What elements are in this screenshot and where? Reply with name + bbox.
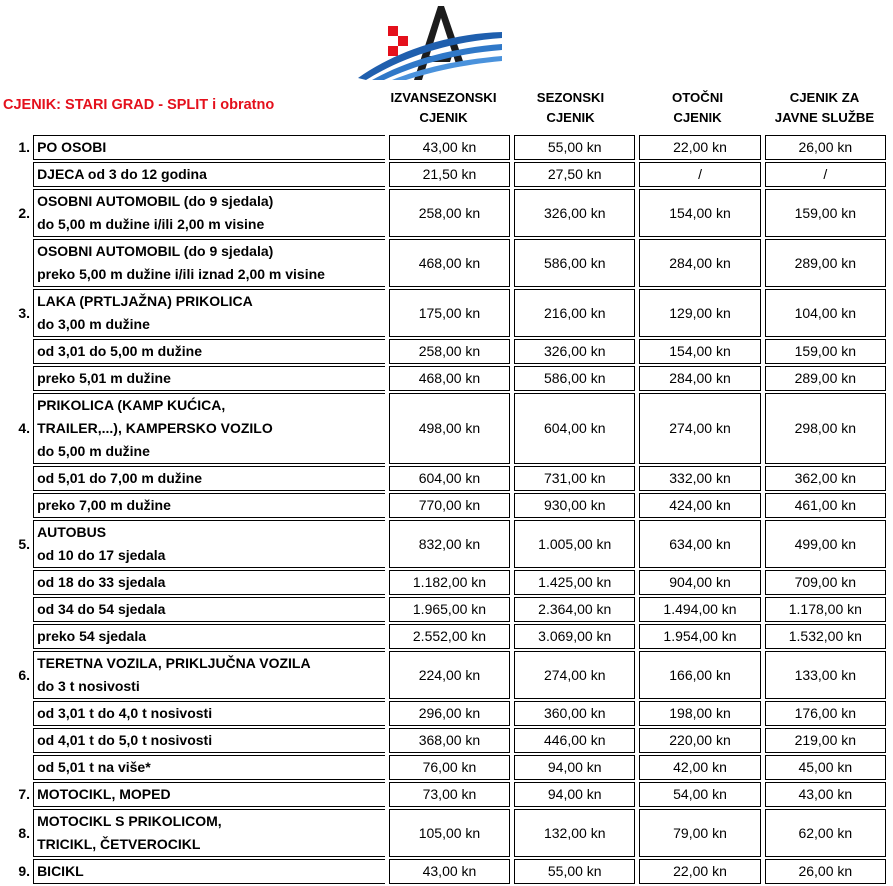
price-cell: 54,00 kn xyxy=(639,782,760,807)
table-row xyxy=(3,289,886,337)
price-cell: 298,00 kn xyxy=(765,393,886,464)
row-number xyxy=(3,339,33,364)
column-header-island: OTOČNI CJENIK xyxy=(671,90,724,125)
description-line: preko 5,00 m dužine i/ili iznad 2,00 m visine xyxy=(37,266,325,282)
price-cell: 133,00 kn xyxy=(765,651,886,699)
price-cell: 446,00 kn xyxy=(514,728,635,753)
table-row xyxy=(3,239,886,287)
row-number: 9. xyxy=(18,863,31,879)
table-row xyxy=(3,466,886,491)
price-cell: / xyxy=(765,162,886,187)
row-description xyxy=(33,189,385,237)
price-cell: 166,00 kn xyxy=(639,651,760,699)
row-number: 5. xyxy=(18,535,31,552)
column-header-off-season: IZVANSEZONSKI CJENIK xyxy=(390,90,497,125)
price-cell: 62,00 kn xyxy=(765,809,886,857)
table-row xyxy=(3,755,886,780)
price-cell: 176,00 kn xyxy=(765,701,886,726)
price-table xyxy=(3,133,886,886)
row-description xyxy=(33,466,385,491)
row-description xyxy=(33,809,385,857)
price-cell: 274,00 kn xyxy=(514,651,635,699)
description-line: OSOBNI AUTOMOBIL (do 9 sjedala) xyxy=(37,243,274,259)
description-line: od 3,01 do 5,00 m dužine xyxy=(37,343,202,359)
price-cell: 43,00 kn xyxy=(389,135,510,160)
price-cell: 73,00 kn xyxy=(389,782,510,807)
price-cell: 360,00 kn xyxy=(514,701,635,726)
description-line: MOTOCIKL S PRIKOLICOM, xyxy=(37,813,222,829)
price-cell: 22,00 kn xyxy=(639,135,760,160)
row-description xyxy=(33,393,385,464)
row-description xyxy=(33,728,385,753)
column-header-public-services: CJENIK ZA JAVNE SLUŽBE xyxy=(774,90,875,125)
description-line: LAKA (PRTLJAŽNA) PRIKOLICA xyxy=(37,293,253,309)
row-number xyxy=(3,570,33,595)
price-cell: 326,00 kn xyxy=(514,339,635,364)
price-cell: 216,00 kn xyxy=(514,289,635,337)
description-line: od 5,01 t na više* xyxy=(37,759,151,775)
description-line: preko 7,00 m dužine xyxy=(37,497,171,513)
row-number xyxy=(3,239,33,287)
price-cell: 26,00 kn xyxy=(765,859,886,884)
row-number: 1. xyxy=(18,139,31,155)
table-row xyxy=(3,782,886,807)
price-cell: 461,00 kn xyxy=(765,493,886,518)
description-line: od 5,01 do 7,00 m dužine xyxy=(37,470,202,486)
price-cell: 22,00 kn xyxy=(639,859,760,884)
price-cell: 258,00 kn xyxy=(389,189,510,237)
price-cell: 1.425,00 kn xyxy=(514,570,635,595)
column-header-season: SEZONSKI CJENIK xyxy=(536,90,605,125)
price-cell: 930,00 kn xyxy=(514,493,635,518)
price-cell: 1.494,00 kn xyxy=(639,597,760,622)
description-line: od 3,01 t do 4,0 t nosivosti xyxy=(37,705,213,721)
price-cell: 284,00 kn xyxy=(639,366,760,391)
table-row xyxy=(3,162,886,187)
price-cell: 284,00 kn xyxy=(639,239,760,287)
price-cell: 3.069,00 kn xyxy=(514,624,635,649)
price-cell: 1.005,00 kn xyxy=(514,520,635,568)
price-cell: 731,00 kn xyxy=(514,466,635,491)
row-number: 6. xyxy=(18,666,31,683)
description-line: MOTOCIKL, MOPED xyxy=(37,786,171,802)
table-row xyxy=(3,520,886,568)
description-line: PRIKOLICA (KAMP KUĆICA, xyxy=(37,397,226,413)
price-cell: 154,00 kn xyxy=(639,189,760,237)
price-cell: 498,00 kn xyxy=(389,393,510,464)
price-cell: 43,00 kn xyxy=(389,859,510,884)
price-cell: 175,00 kn xyxy=(389,289,510,337)
price-cell: 198,00 kn xyxy=(639,701,760,726)
price-cell: 258,00 kn xyxy=(389,339,510,364)
row-description xyxy=(33,782,385,807)
price-cell: 220,00 kn xyxy=(639,728,760,753)
price-cell: 94,00 kn xyxy=(514,782,635,807)
description-line: do 3,00 m dužine xyxy=(37,316,150,332)
price-cell: 94,00 kn xyxy=(514,755,635,780)
price-cell: 1.965,00 kn xyxy=(389,597,510,622)
price-cell: 154,00 kn xyxy=(639,339,760,364)
table-row xyxy=(3,339,886,364)
price-cell: 2.552,00 kn xyxy=(389,624,510,649)
price-cell: 904,00 kn xyxy=(639,570,760,595)
description-line: TRICIKL, ČETVEROCIKL xyxy=(37,836,201,852)
row-number xyxy=(3,755,33,780)
table-row xyxy=(3,189,886,237)
row-description xyxy=(33,339,385,364)
price-cell: 79,00 kn xyxy=(639,809,760,857)
table-row xyxy=(3,859,886,884)
price-cell: 45,00 kn xyxy=(765,755,886,780)
row-description xyxy=(33,520,385,568)
price-cell: 132,00 kn xyxy=(514,809,635,857)
table-row xyxy=(3,493,886,518)
price-cell: 21,50 kn xyxy=(389,162,510,187)
row-number xyxy=(3,701,33,726)
price-cell: 604,00 kn xyxy=(389,466,510,491)
price-cell: 105,00 kn xyxy=(389,809,510,857)
price-cell: 159,00 kn xyxy=(765,189,886,237)
description-line: do 3 t nosivosti xyxy=(37,678,140,694)
description-line: od 10 do 17 sjedala xyxy=(37,547,166,563)
table-row xyxy=(3,809,886,857)
price-cell: 289,00 kn xyxy=(765,239,886,287)
description-line: od 34 do 54 sjedala xyxy=(37,601,166,617)
table-row xyxy=(3,701,886,726)
row-number xyxy=(3,728,33,753)
price-cell: 832,00 kn xyxy=(389,520,510,568)
price-cell: 362,00 kn xyxy=(765,466,886,491)
price-cell: 55,00 kn xyxy=(514,859,635,884)
table-row xyxy=(3,624,886,649)
row-number xyxy=(3,466,33,491)
price-cell: 274,00 kn xyxy=(639,393,760,464)
row-number xyxy=(3,366,33,391)
checkerboard-icon xyxy=(388,26,408,56)
price-cell: 586,00 kn xyxy=(514,366,635,391)
row-number: 7. xyxy=(18,786,31,802)
row-description xyxy=(33,162,385,187)
price-cell: 55,00 kn xyxy=(514,135,635,160)
price-cell: 42,00 kn xyxy=(639,755,760,780)
row-number: 3. xyxy=(18,304,31,321)
row-description xyxy=(33,493,385,518)
description-line: preko 5,01 m dužine xyxy=(37,370,171,386)
description-line: OSOBNI AUTOMOBIL (do 9 sjedala) xyxy=(37,193,274,209)
price-cell: 2.364,00 kn xyxy=(514,597,635,622)
row-description xyxy=(33,239,385,287)
price-cell: 76,00 kn xyxy=(389,755,510,780)
price-cell: 326,00 kn xyxy=(514,189,635,237)
row-description xyxy=(33,289,385,337)
price-cell: 424,00 kn xyxy=(639,493,760,518)
row-number xyxy=(3,162,33,187)
row-description xyxy=(33,135,385,160)
price-cell: 604,00 kn xyxy=(514,393,635,464)
row-description xyxy=(33,755,385,780)
row-description xyxy=(33,859,385,884)
price-cell: 1.178,00 kn xyxy=(765,597,886,622)
description-line: od 18 do 33 sjedala xyxy=(37,574,166,590)
row-number xyxy=(3,493,33,518)
price-cell: 129,00 kn xyxy=(639,289,760,337)
price-cell: 26,00 kn xyxy=(765,135,886,160)
description-line: do 5,00 m dužine i/ili 2,00 m visine xyxy=(37,216,265,232)
description-line: TERETNA VOZILA, PRIKLJUČNA VOZILA xyxy=(37,655,311,671)
price-cell: 159,00 kn xyxy=(765,339,886,364)
row-number xyxy=(3,597,33,622)
table-row xyxy=(3,366,886,391)
row-description xyxy=(33,366,385,391)
table-row xyxy=(3,728,886,753)
price-cell: 770,00 kn xyxy=(389,493,510,518)
table-row xyxy=(3,651,886,699)
description-line: AUTOBUS xyxy=(37,524,107,540)
price-cell: 289,00 kn xyxy=(765,366,886,391)
price-cell: 468,00 kn xyxy=(389,239,510,287)
row-description xyxy=(33,597,385,622)
row-description xyxy=(33,651,385,699)
description-line: TRAILER,...), KAMPERSKO VOZILO xyxy=(37,420,273,436)
price-cell: 468,00 kn xyxy=(389,366,510,391)
price-cell: 1.954,00 kn xyxy=(639,624,760,649)
table-row xyxy=(3,393,886,464)
price-cell: 709,00 kn xyxy=(765,570,886,595)
row-description xyxy=(33,570,385,595)
price-cell: 296,00 kn xyxy=(389,701,510,726)
price-cell: 104,00 kn xyxy=(765,289,886,337)
price-cell: 1.532,00 kn xyxy=(765,624,886,649)
description-line: do 5,00 m dužine xyxy=(37,443,150,459)
row-number: 4. xyxy=(18,420,31,436)
page-title: CJENIK: STARI GRAD - SPLIT i obratno xyxy=(3,97,275,113)
description-line: preko 54 sjedala xyxy=(37,628,147,644)
price-cell: 634,00 kn xyxy=(639,520,760,568)
row-description xyxy=(33,701,385,726)
description-line: od 4,01 t do 5,0 t nosivosti xyxy=(37,732,213,748)
price-cell: 499,00 kn xyxy=(765,520,886,568)
row-number: 8. xyxy=(18,824,31,841)
description-line: PO OSOBI xyxy=(37,139,107,155)
price-cell: 219,00 kn xyxy=(765,728,886,753)
table-row xyxy=(3,570,886,595)
price-cell: 368,00 kn xyxy=(389,728,510,753)
table-row xyxy=(3,597,886,622)
price-cell: / xyxy=(639,162,760,187)
price-cell: 27,50 kn xyxy=(514,162,635,187)
price-cell: 43,00 kn xyxy=(765,782,886,807)
price-cell: 1.182,00 kn xyxy=(389,570,510,595)
row-number xyxy=(3,624,33,649)
row-description xyxy=(33,624,385,649)
company-logo xyxy=(352,4,504,84)
row-number: 2. xyxy=(18,204,31,221)
price-cell: 224,00 kn xyxy=(389,651,510,699)
table-row xyxy=(3,135,886,160)
price-cell: 586,00 kn xyxy=(514,239,635,287)
price-cell: 332,00 kn xyxy=(639,466,760,491)
description-line: BICIKL xyxy=(37,863,84,879)
description-line: DJECA od 3 do 12 godina xyxy=(37,166,207,182)
